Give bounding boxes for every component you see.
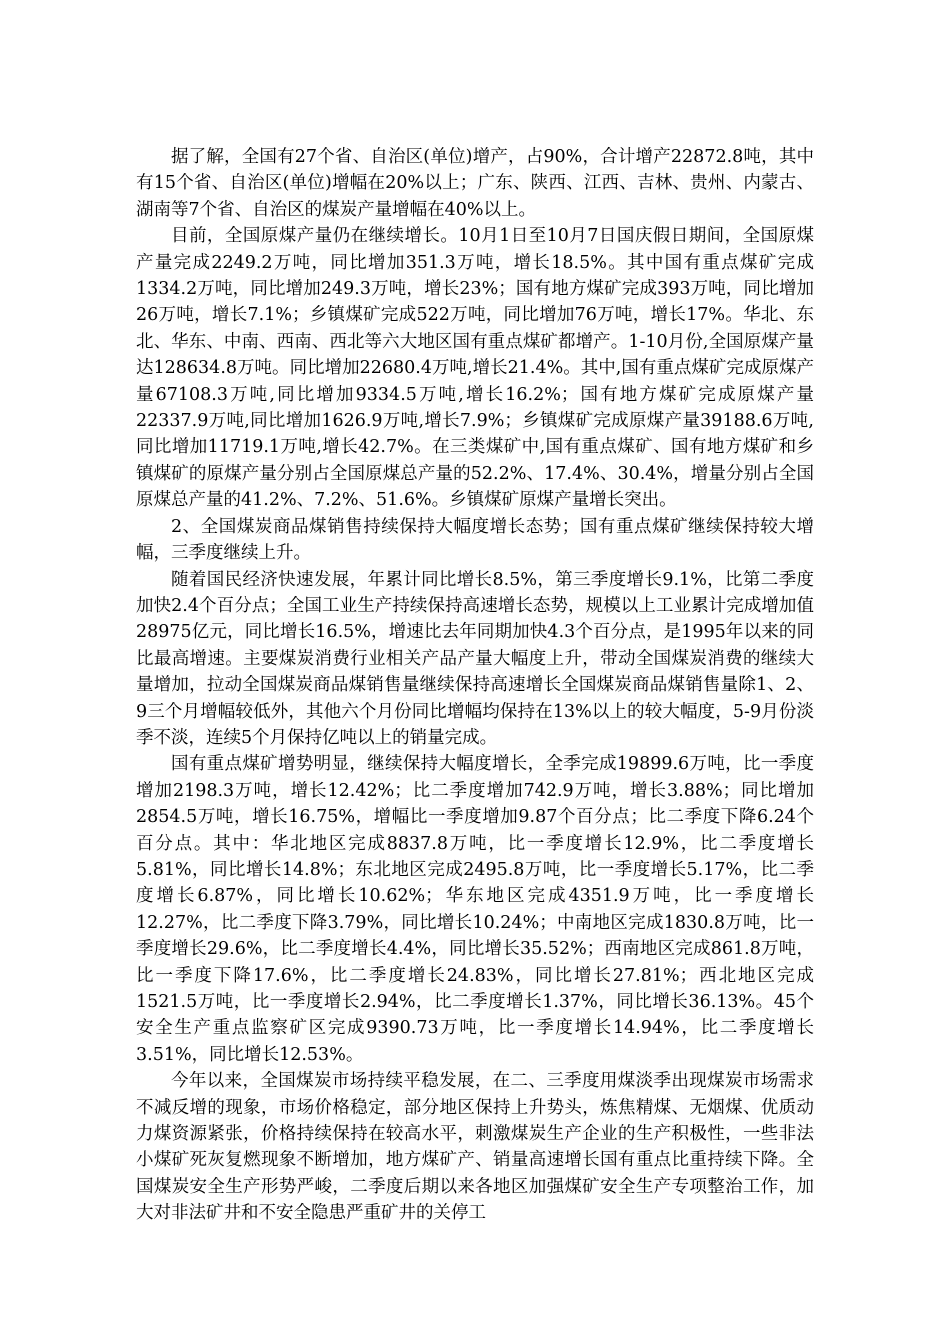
paragraph-section-2-heading: 2、全国煤炭商品煤销售持续保持大幅度增长态势；国有重点煤矿继续保持较大增幅，三季度继续上升。	[136, 516, 814, 564]
paragraph-province-output-growth: 据了解，全国有27个省、自治区(单位)增产，占90%，合计增产22872.8吨，其中有15个省、自治区(单位)增幅在20%以上；广东、陕西、江西、吉林、贵州、内蒙古、湖南等7个省、自治区的煤炭产量增幅在40%以上。	[136, 147, 814, 220]
paragraph-coal-sales-growth: 随着国民经济快速发展，年累计同比增长8.5%，第三季度增长9.1%，比第二季度加快2.4个百分点；全国工业生产持续保持高速增长态势，规模以上工业累计完成增加值28975亿元，同比增长16.5%，增速比去年同期加快4.3个百分点，是1995年以来的同比最高增速。主要煤炭消费行业相关产品产量大幅度上升，带动全国煤炭消费的继续大量增加，拉动全国煤炭商品煤销售量继续保持高速增长全国煤炭商品煤销售量除1、2、9三个月增幅较低外，其他六个月份同比增幅均保持在13%以上的较大幅度，5-9月份淡季不淡，连续5个月保持亿吨以上的销量完成。	[136, 569, 814, 748]
document-body	[136, 144, 814, 1227]
paragraph-raw-coal-production: 目前，全国原煤产量仍在继续增长。10月1日至10月7日国庆假日期间，全国原煤产量完成2249.2万吨，同比增加351.3万吨，增长18.5%。其中国有重点煤矿完成1334.2万吨，同比增加249.3万吨，增长23%；国有地方煤矿完成393万吨，同比增加26万吨，增长7.1%；乡镇煤矿完成522万吨，同比增加76万吨，增长17%。华北、东北、华东、中南、西南、西北等六大地区国有重点煤矿都增产。1-10月份,全国原煤产量达128634.8万吨。同比增加22680.4万吨,增长21.4%。其中,国有重点煤矿完成原煤产量67108.3万吨,同比增加9334.5万吨,增长16.2%；国有地方煤矿完成原煤产量22337.9万吨,同比增加1626.9万吨,增长7.9%；乡镇煤矿完成原煤产量39188.6万吨,同比增加11719.1万吨,增长42.7%。在三类煤矿中,国有重点煤矿、国有地方煤矿和乡镇煤矿的原煤产量分别占全国原煤总产量的52.2%、17.4%、30.4%，增量分别占全国原煤总产量的41.2%、7.2%、51.6%。乡镇煤矿原煤产量增长突出。	[136, 226, 814, 511]
paragraph-market-and-safety: 今年以来，全国煤炭市场持续平稳发展，在二、三季度用煤淡季出现煤炭市场需求不减反增的现象，市场价格稳定，部分地区保持上升势头，炼焦精煤、无烟煤、优质动力煤资源紧张，价格持续保持在较高水平，刺激煤炭生产企业的生产积极性，一些非法小煤矿死灰复燃现象不断增加，地方煤矿产、销量高速增长国有重点比重持续下降。全国煤炭安全生产形势严峻，二季度后期以来各地区加强煤矿安全生产专项整治工作，加大对非法矿井和不安全隐患严重矿井的关停工	[136, 1071, 814, 1224]
paragraph-state-key-mines-q3: 国有重点煤矿增势明显，继续保持大幅度增长，全季完成19899.6万吨，比一季度增加2198.3万吨，增长12.42%；比二季度增加742.9万吨，增长3.88%；同比增加2854.5万吨，增长16.75%，增幅比一季度增加9.87个百分点；比二季度下降6.24个百分点。其中：华北地区完成8837.8万吨，比一季度增长12.9%，比二季度增长5.81%，同比增长14.8%；东北地区完成2495.8万吨，比一季度增长5.17%，比二季度增长6.87%，同比增长10.62%；华东地区完成4351.9万吨，比一季度增长12.27%，比二季度下降3.79%，同比增长10.24%；中南地区完成1830.8万吨，比一季度增长29.6%，比二季度增长4.4%，同比增长35.52%；西南地区完成861.8万吨，比一季度下降17.6%，比二季度增长24.83%，同比增长27.81%；西北地区完成1521.5万吨，比一季度增长2.94%，比二季度增长1.37%，同比增长36.13%。45个安全生产重点监察矿区完成9390.73万吨，比一季度增长14.94%，比二季度增长3.51%，同比增长12.53%。	[136, 754, 814, 1065]
